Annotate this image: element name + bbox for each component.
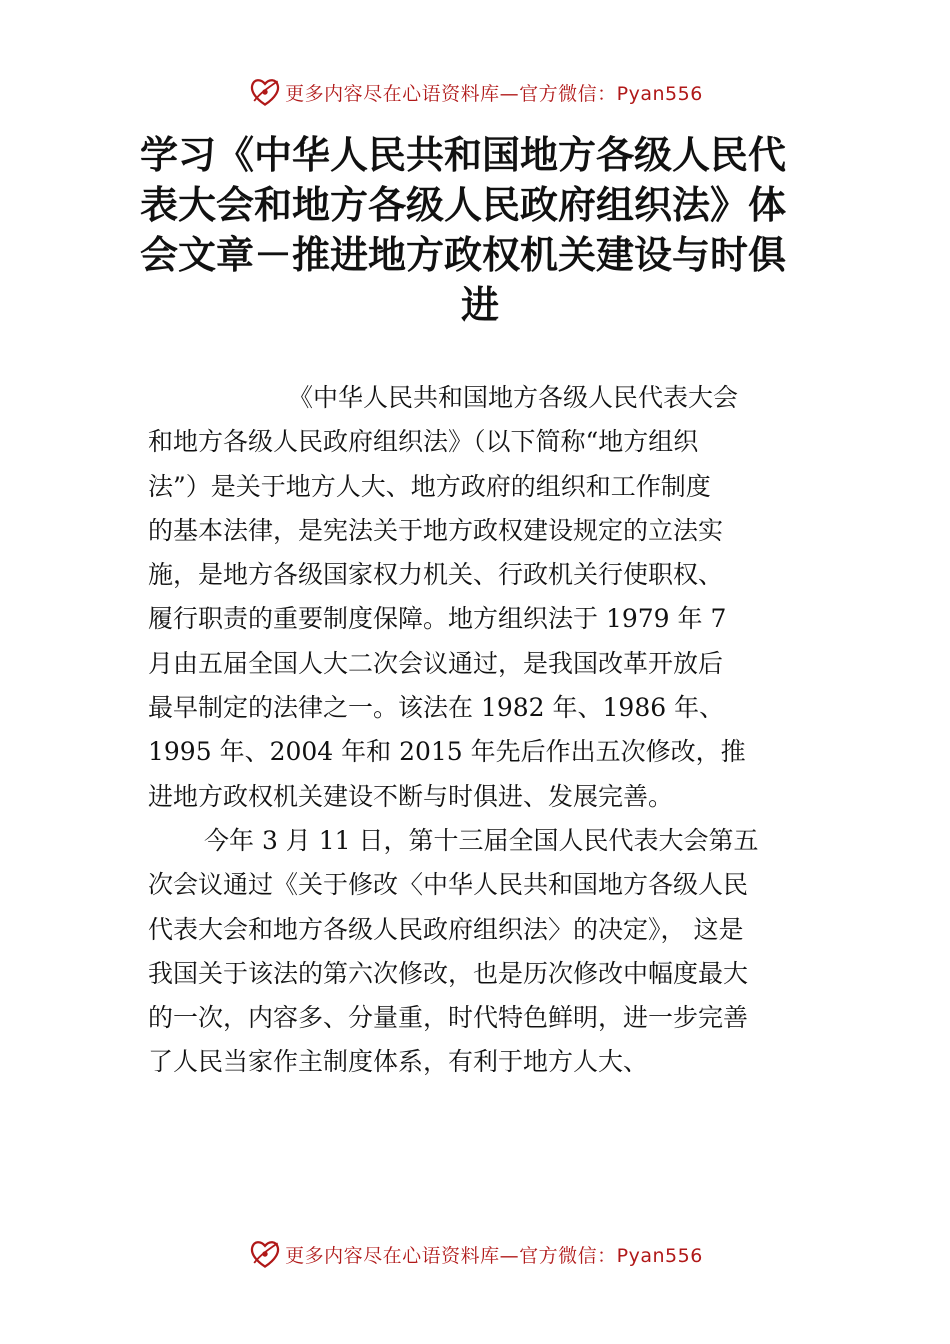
paragraph-1 (148, 376, 828, 819)
document-title (140, 130, 820, 330)
footer-banner (0, 1234, 950, 1274)
paragraph-line: 1995 年、2004 年和 2015 年先后作出五次修改，推 (148, 737, 746, 767)
paragraph-line: 的基本法律，是宪法关于地方政权建设规定的立法实 (148, 515, 724, 545)
title-line: 会文章－推进地方政权机关建设与时俱 (140, 233, 787, 277)
paragraph-line: 次会议通过《关于修改〈中华人民共和国地方各级人民 (148, 870, 749, 900)
paragraph-line: 月由五届全国人大二次会议通过，是我国改革开放后 (148, 648, 724, 678)
paragraph-line: 了人民当家作主制度体系，有利于地方人大、 (148, 1047, 649, 1077)
paragraph-line: 进地方政权机关建设不断与时俱进、发展完善。 (148, 781, 674, 811)
title-line: 表大会和地方各级人民政府组织法》体 (140, 183, 787, 227)
paragraph-line: 的一次，内容多、分量重，时代特色鲜明，进一步完善 (148, 1003, 749, 1033)
footer-banner-text: 更多内容尽在心语资料库—官方微信：Pyan556 (285, 1244, 703, 1267)
header-banner-text: 更多内容尽在心语资料库—官方微信：Pyan556 (285, 82, 703, 105)
document-body (148, 376, 828, 1085)
paragraph-line: 今年 3 月 11 日，第十三届全国人民代表大会第五 (204, 825, 759, 855)
paragraph-line: 法”）是关于地方人大、地方政府的组织和工作制度 (148, 471, 711, 501)
paragraph-line: 和地方各级人民政府组织法》（以下简称“地方组织 (148, 427, 699, 457)
title-line: 进 (460, 283, 499, 327)
heart-logo-icon (247, 1236, 283, 1272)
paragraph-line: 最早制定的法律之一。该法在 1982 年、1986 年、 (148, 693, 725, 723)
paragraph-line: 《中华人民共和国地方各级人民代表大会 (288, 383, 739, 412)
paragraph-line: 履行职责的重要制度保障。地方组织法于 1979 年 7 (148, 604, 727, 634)
paragraph-line: 代表大会和地方各级人民政府组织法〉的决定》， 这是 (148, 914, 744, 944)
paragraph-line: 我国关于该法的第六次修改，也是历次修改中幅度最大 (148, 958, 749, 988)
paragraph-2 (148, 819, 828, 1085)
header-banner (0, 72, 950, 112)
heart-logo-icon (247, 74, 283, 110)
title-line: 学习《中华人民共和国地方各级人民代 (140, 133, 787, 177)
paragraph-line: 施，是地方各级国家权力机关、行政机关行使职权、 (148, 560, 724, 590)
